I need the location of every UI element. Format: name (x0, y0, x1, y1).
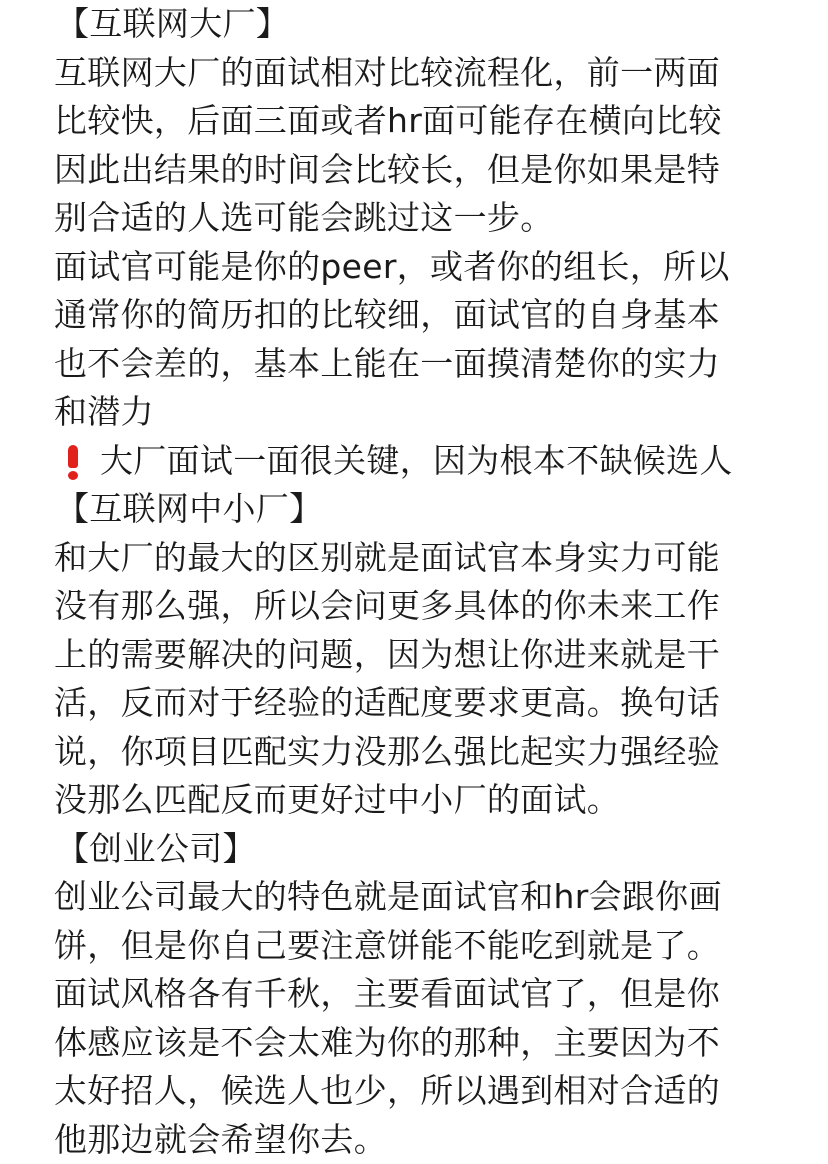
text-line: 面试风格各有千秋，主要看面试官了，但是你 (54, 974, 720, 1013)
alert-text: 大厂面试一面很关键，因为根本不缺候选人 (100, 440, 733, 480)
text-line: 没那么匹配反而更好过中小厂的面试。 (54, 780, 621, 819)
paragraph (54, 873, 774, 1164)
alert-note (54, 437, 774, 486)
text-line: 和潜力 (54, 392, 154, 431)
text-line: 别合适的人选可能会跳过这一步。 (54, 198, 554, 237)
text-line: 饼，但是你自己要注意饼能不能吃到就是了。 (54, 925, 720, 965)
section-heading: 【创业公司】 (56, 828, 256, 868)
text-line: 上的需要解决的问题，因为想让你进来就是干 (54, 634, 720, 674)
text-line: 通常你的简历扣的比较细，面试官的自身基本 (54, 295, 720, 334)
paragraph (54, 534, 774, 825)
text-line: 和大厂的最大的区别就是面试官本身实力可能 (54, 537, 720, 577)
section-heading: 【互联网中小厂】 (56, 489, 323, 528)
text-line: 也不会差的，基本上能在一面摸清楚你的实力 (54, 343, 720, 383)
document-body (54, 0, 774, 1164)
paragraph (54, 49, 774, 243)
text-line: 比较快，后面三面或者hr面可能存在横向比较 (54, 101, 722, 140)
section-heading: 【互联网大厂】 (56, 4, 290, 43)
text-line: 他那边就会希望你去。 (54, 1119, 387, 1159)
text-line: 体感应该是不会太难为你的那种，主要因为不 (54, 1022, 720, 1062)
section-big-company (54, 0, 774, 485)
text-line: 没有那么强，所以会问更多具体的你未来工作 (54, 586, 720, 625)
section-startup (54, 825, 774, 1164)
text-line: 因此出结果的时间会比较长，但是你如果是特 (54, 149, 720, 189)
red-exclamation-icon (58, 441, 92, 481)
text-line: 说，你项目匹配实力没那么强比起实力强经验 (54, 731, 720, 771)
paragraph (54, 243, 774, 437)
text-line: 互联网大厂的面试相对比较流程化，前一两面 (54, 52, 720, 92)
text-line: 太好招人，候选人也少，所以遇到相对合适的 (54, 1071, 720, 1110)
text-line: 创业公司最大的特色就是面试官和hr会跟你画 (54, 877, 722, 916)
text-line: 面试官可能是你的peer，或者你的组长，所以 (54, 246, 730, 286)
section-small-company (54, 485, 774, 825)
text-line: 活，反而对于经验的适配度要求更高。换句话 (54, 683, 720, 722)
